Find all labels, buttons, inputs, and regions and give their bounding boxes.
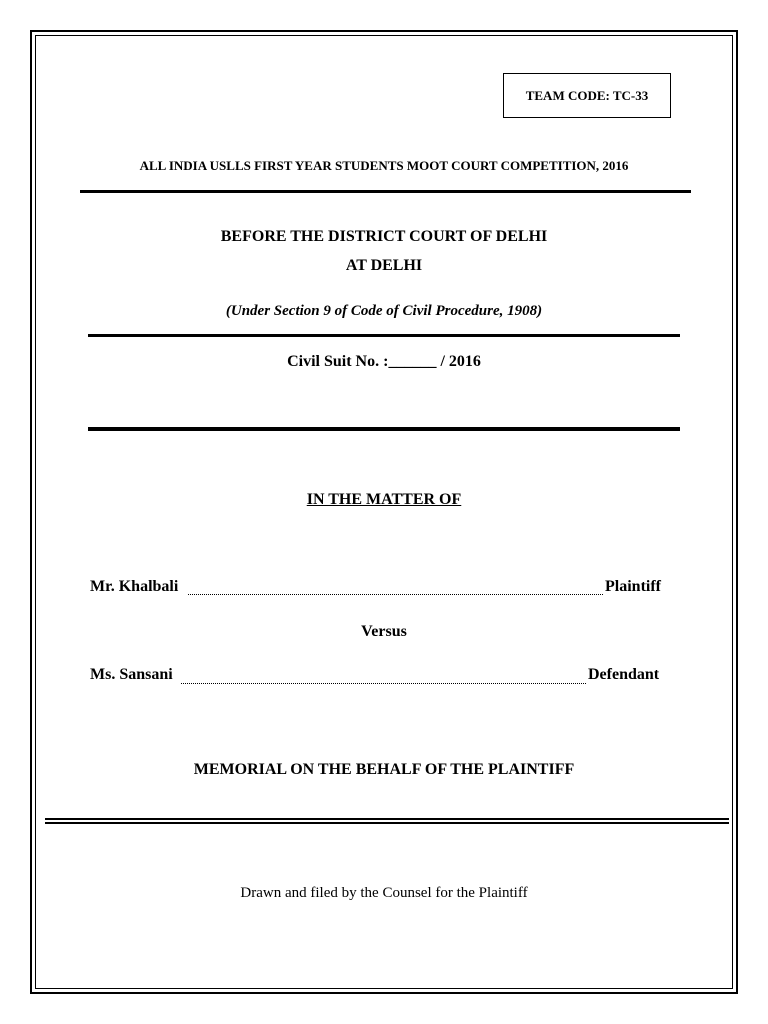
court-section: (Under Section 9 of Code of Civil Procedure, 1908) bbox=[225, 303, 543, 319]
court-location: AT DELHI bbox=[345, 257, 423, 274]
divider-suit bbox=[88, 427, 680, 431]
divider-bottom-1 bbox=[45, 818, 729, 820]
divider-bottom-2 bbox=[45, 822, 729, 824]
footer-note: Drawn and filed by the Counsel for the Plaintiff bbox=[240, 885, 528, 901]
versus-label: Versus bbox=[361, 623, 407, 640]
memorial-title: MEMORIAL ON THE BEHALF OF THE PLAINTIFF bbox=[193, 761, 575, 778]
plaintiff-name: Mr. Khalbali bbox=[90, 578, 179, 595]
matter-heading: IN THE MATTER OF bbox=[306, 491, 462, 508]
court-name: BEFORE THE DISTRICT COURT OF DELHI bbox=[220, 228, 548, 245]
team-code-label: TEAM CODE: TC-33 bbox=[525, 87, 649, 103]
plaintiff-leader-dots bbox=[188, 580, 603, 595]
competition-title: ALL INDIA USLLS FIRST YEAR STUDENTS MOOT COURT COMPETITION, 2016 bbox=[139, 158, 629, 173]
divider-court bbox=[88, 334, 680, 337]
defendant-name: Ms. Sansani bbox=[90, 666, 173, 683]
defendant-role: Defendant bbox=[588, 666, 660, 683]
civil-suit-number: Civil Suit No. :______ / 2016 bbox=[287, 353, 481, 370]
plaintiff-role: Plaintiff bbox=[605, 578, 661, 595]
team-code-box bbox=[503, 73, 671, 118]
divider-top bbox=[80, 190, 691, 193]
page-inner-border bbox=[35, 35, 733, 989]
defendant-leader-dots bbox=[181, 669, 586, 684]
